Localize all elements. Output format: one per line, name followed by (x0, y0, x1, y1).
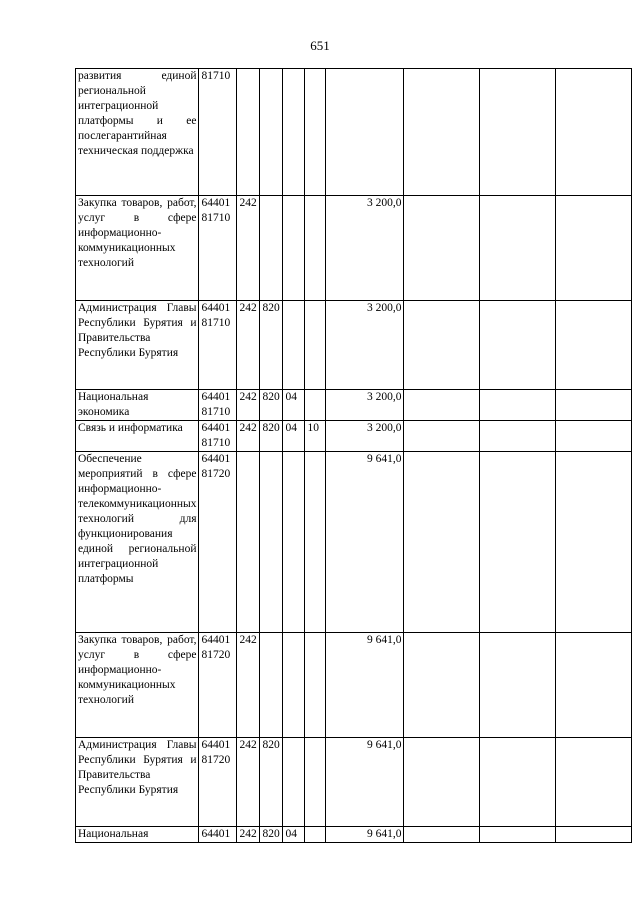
row-csr: 64401 81710 (199, 196, 237, 301)
row-csr: 64401 81710 (199, 390, 237, 421)
row-name: Администрация Главы Республики Бурятия и Правительства Республики Бурятия (76, 301, 199, 390)
row-csr: 64401 81720 (199, 633, 237, 738)
row-name: Закупка товаров, работ, услуг в сфере информационно-коммуникационных технологий (76, 196, 199, 301)
empty-cell (404, 633, 480, 738)
row-rz (283, 633, 305, 738)
row-csr: 64401 81720 (199, 452, 237, 633)
table-row (76, 452, 632, 633)
row-vr: 242 (237, 827, 260, 843)
row-name: Связь и информатика (76, 421, 199, 452)
empty-cell (480, 301, 556, 390)
row-vr: 242 (237, 633, 260, 738)
row-gr: 820 (260, 827, 283, 843)
row-rz: 04 (283, 421, 305, 452)
empty-cell (404, 69, 480, 196)
row-name: Закупка товаров, работ, услуг в сфере информационно-коммуникационных технологий (76, 633, 199, 738)
row-csr: 64401 (199, 827, 237, 843)
table-row (76, 196, 632, 301)
row-pr (305, 69, 326, 196)
row-name: Национальная экономика (76, 390, 199, 421)
row-vr: 242 (237, 390, 260, 421)
row-rz (283, 301, 305, 390)
row-pr (305, 390, 326, 421)
table-row (76, 69, 632, 196)
row-pr (305, 738, 326, 827)
row-gr: 820 (260, 421, 283, 452)
empty-cell (480, 421, 556, 452)
row-amount (326, 69, 404, 196)
table-row (76, 738, 632, 827)
row-vr: 242 (237, 421, 260, 452)
empty-cell (556, 452, 632, 633)
row-pr (305, 452, 326, 633)
row-vr: 242 (237, 301, 260, 390)
row-amount: 9 641,0 (326, 827, 404, 843)
row-rz (283, 738, 305, 827)
row-name: Обеспечение мероприятий в сфере информационно-телекоммуникационных технологий для функционирования единой региональной интеграционной платформы (76, 452, 199, 633)
table-row (76, 390, 632, 421)
row-pr (305, 196, 326, 301)
row-gr (260, 69, 283, 196)
empty-cell (556, 738, 632, 827)
row-amount: 9 641,0 (326, 452, 404, 633)
empty-cell (556, 633, 632, 738)
row-gr: 820 (260, 390, 283, 421)
row-amount: 3 200,0 (326, 421, 404, 452)
empty-cell (480, 69, 556, 196)
empty-cell (404, 421, 480, 452)
table-row (76, 633, 632, 738)
row-rz (283, 69, 305, 196)
row-amount: 9 641,0 (326, 738, 404, 827)
row-rz (283, 452, 305, 633)
empty-cell (404, 827, 480, 843)
row-name: Администрация Главы Республики Бурятия и Правительства Республики Бурятия (76, 738, 199, 827)
row-pr (305, 301, 326, 390)
row-rz: 04 (283, 390, 305, 421)
row-gr (260, 196, 283, 301)
row-gr (260, 452, 283, 633)
empty-cell (556, 69, 632, 196)
empty-cell (556, 390, 632, 421)
budget-table (75, 68, 632, 843)
row-csr: 64401 81720 (199, 738, 237, 827)
row-vr: 242 (237, 196, 260, 301)
row-pr (305, 633, 326, 738)
empty-cell (556, 301, 632, 390)
empty-cell (480, 390, 556, 421)
empty-cell (480, 633, 556, 738)
row-amount: 3 200,0 (326, 390, 404, 421)
row-gr: 820 (260, 738, 283, 827)
row-csr: 81710 (199, 69, 237, 196)
empty-cell (480, 738, 556, 827)
row-vr (237, 452, 260, 633)
empty-cell (556, 827, 632, 843)
row-vr: 242 (237, 738, 260, 827)
table-row (76, 421, 632, 452)
row-csr: 64401 81710 (199, 301, 237, 390)
row-pr (305, 827, 326, 843)
row-name: развития единой региональной интеграционной платформы и ее послегарантийная техническая поддержка (76, 69, 199, 196)
row-pr: 10 (305, 421, 326, 452)
row-csr: 64401 81710 (199, 421, 237, 452)
table-row (76, 827, 632, 843)
row-vr (237, 69, 260, 196)
row-rz (283, 196, 305, 301)
table-row (76, 301, 632, 390)
empty-cell (404, 301, 480, 390)
empty-cell (404, 196, 480, 301)
page-number: 651 (310, 38, 330, 53)
empty-cell (404, 390, 480, 421)
row-rz: 04 (283, 827, 305, 843)
row-amount: 9 641,0 (326, 633, 404, 738)
row-amount: 3 200,0 (326, 301, 404, 390)
row-gr (260, 633, 283, 738)
row-amount: 3 200,0 (326, 196, 404, 301)
empty-cell (480, 827, 556, 843)
empty-cell (556, 196, 632, 301)
row-gr: 820 (260, 301, 283, 390)
empty-cell (404, 738, 480, 827)
empty-cell (404, 452, 480, 633)
empty-cell (556, 421, 632, 452)
empty-cell (480, 452, 556, 633)
row-name: Национальная (76, 827, 199, 843)
empty-cell (480, 196, 556, 301)
